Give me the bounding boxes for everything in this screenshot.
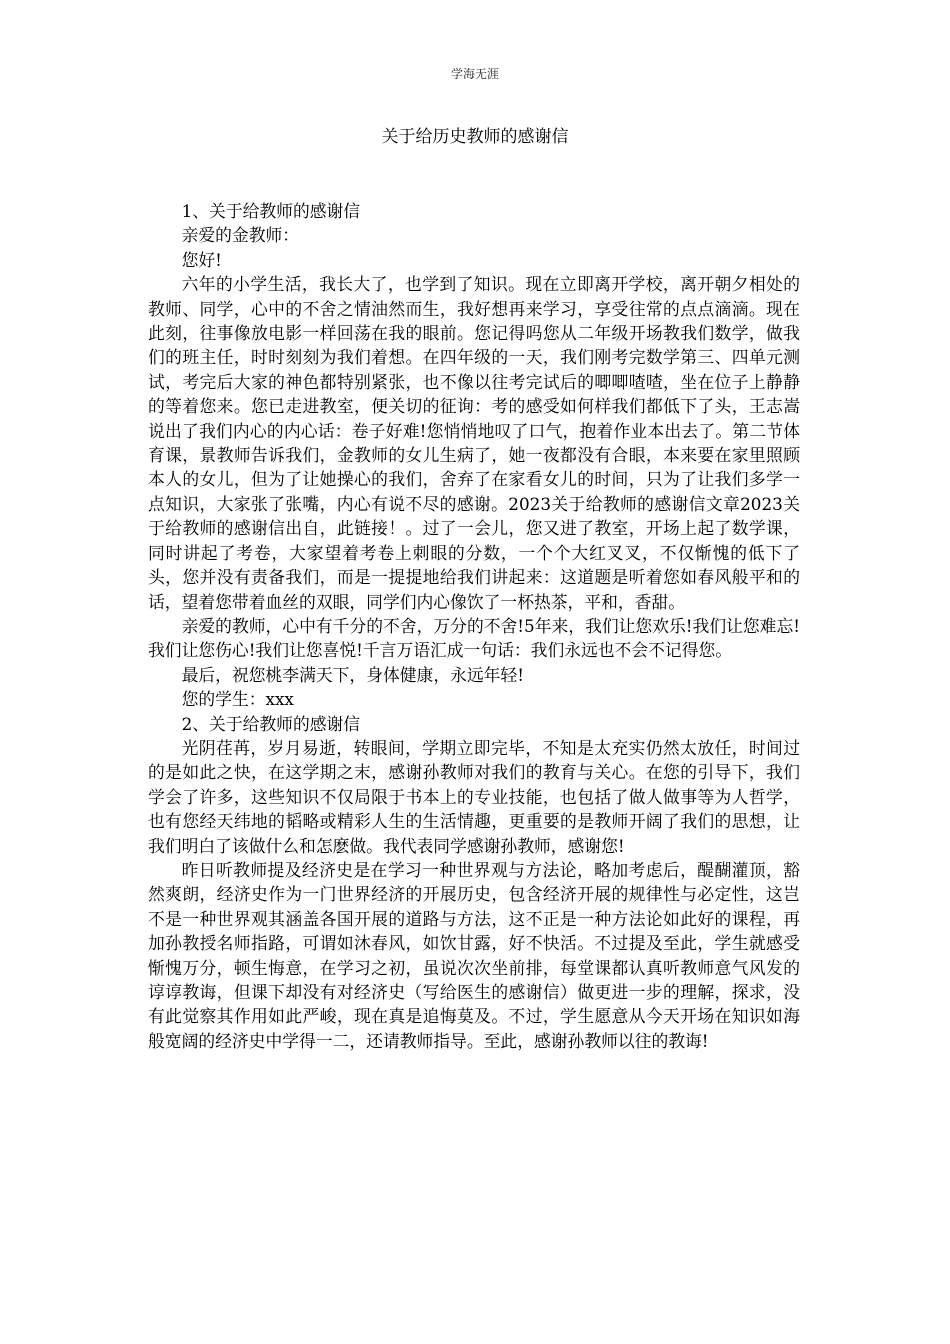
paragraph-1: 六年的小学生活，我长大了，也学到了知识。现在立即离开学校，离开朝夕相处的教师、同学，心中的不舍之情油然而生，我好想再来学习，享受往常的点点滴滴。现在此刻，往事像放电影一样回荡在我的眼前。您记得吗您从二年级开场教我们数学，做我们的班主任，时时刻刻为我们着想。在四年级的一天，我们刚考完数学第三、四单元测试，考完后大家的神色都特别紧张，也不像以往考完试后的唧唧喳喳，坐在位子上静静的等着您来。您已走进教室，便关切的征询：考的感受如何样我们都低下了头，王志嵩说出了我们内心的内心话：卷子好难!您悄悄地叹了口气，抱着作业本出去了。第二节体育课，景教师告诉我们，金教师的女儿生病了，她一夜都没有合眼，本来要在家里照顾本人的女儿，但为了让她操心的我们，舍弃了在家看女儿的时间，只为了让我们多学一点知识，大家张了张嘴，内心有说不尽的感谢。2023关于给教师的感谢信文章2023关于给教师的感谢信出自，此链接！。过了一会儿，您又进了教室，开场上起了数学课，同时讲起了考卷，大家望着考卷上刺眼的分数，一个个大红叉叉，不仅惭愧的低下了头，您并没有责备我们，而是一提提地给我们讲起来：这道题是听着您如春风般平和的话，望着您带着血丝的双眼，同学们内心像饮了一杯热茶，平和，香甜。 — [148, 274, 800, 612]
salutation: 亲爱的金教师： — [181, 225, 300, 246]
paragraph-4: 昨日听教师提及经济史是在学习一种世界观与方法论，略加考虑后，醍醐灌顶，豁然爽朗，经济史作为一门世界经济的开展历史，包含经济开展的规律性与必定性，这岂不是一种世界观其涵盖各国开展的道路与方法，这不正是一种方法论如此好的课程，再加孙教授名师指路，可谓如沐春风，如饮甘露，好不快活。不过提及至此，学生就感受惭愧万分，顿生悔意，在学习之初，虽说次次坐前排，每堂课都认真听教师意气风发的谆谆教诲，但课下却没有对经济史（写给医生的感谢信）做更进一步的理解，探求，没有此觉察其作用如此严峻，现在真是追悔莫及。不过，学生愿意从今天开场在知识如海般宽阔的经济史中学得一二，还请教师指导。至此，感谢孙教师以往的教诲! — [148, 859, 800, 1051]
section-2-heading: 2、关于给教师的感谢信 — [181, 713, 361, 734]
paragraph-3: 光阴荏苒，岁月易逝，转眼间，学期立即完毕，不知是太充实仍然太放任，时间过的是如此之快，在这学期之末，感谢孙教师对我们的教育与关心。在您的引导下，我们学会了许多，这些知识不仅局限于书本上的专业技能，也包括了做人做事等为人哲学，也有您经天纬地的韬略或精彩人生的生活情趣，更重要的是教师开阔了我们的思想，让我们明白了该做什么和怎麽做。我代表同学感谢孙教师，感谢您! — [148, 737, 800, 856]
signature: 您的学生：xxx — [181, 689, 294, 710]
page-header: 学海无涯 — [450, 67, 499, 81]
closing-line: 最后，祝您桃李满天下，身体健康，永远年轻! — [181, 664, 524, 685]
document-title: 关于给历史教师的感谢信 — [381, 127, 569, 147]
document-body — [148, 199, 800, 1053]
paragraph-2: 亲爱的教师，心中有千分的不舍，万分的不舍!5年来，我们让您欢乐!我们让您难忘!我们让您伤心!我们让您喜悦!千言万语汇成一句话：我们永远也不会不记得您。 — [148, 615, 800, 661]
section-1-heading: 1、关于给教师的感谢信 — [181, 201, 361, 221]
greeting: 您好! — [181, 249, 222, 270]
